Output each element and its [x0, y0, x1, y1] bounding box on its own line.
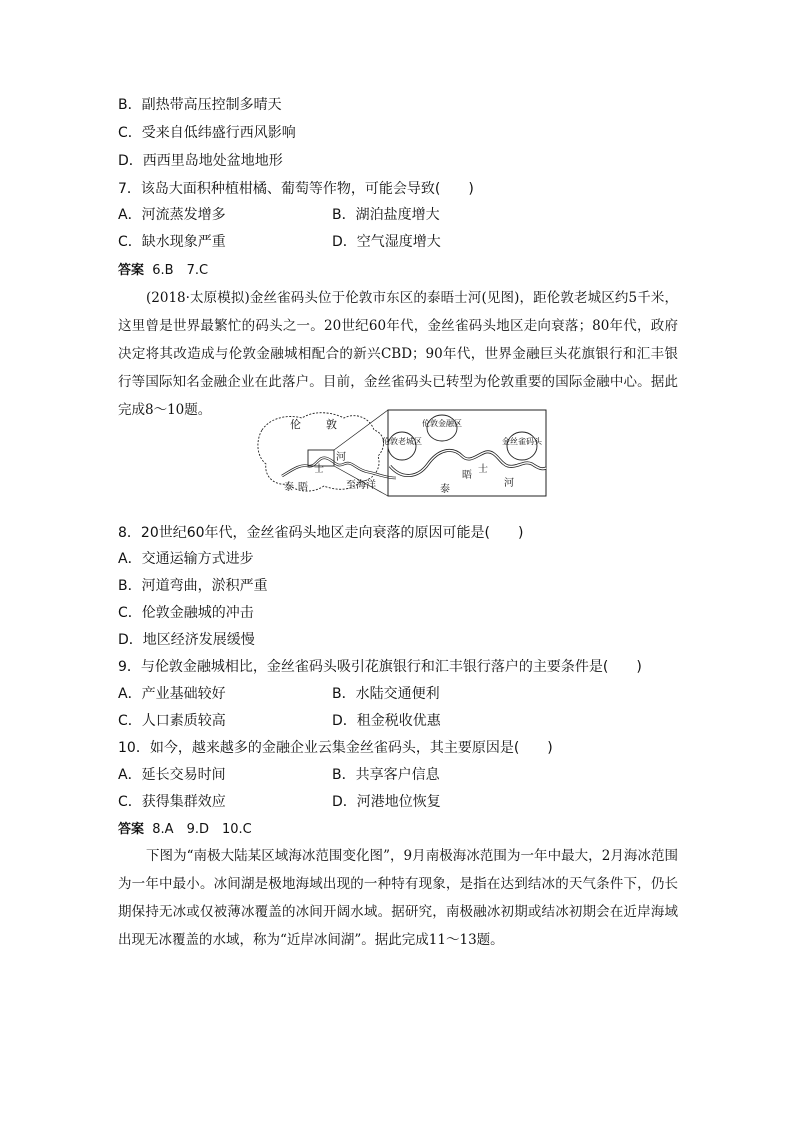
map-label-shi: 士 — [314, 464, 324, 475]
answer-8-10 — [118, 821, 252, 839]
q9-option-c: C．人口素质较高 — [118, 713, 226, 729]
inset-label-he: 河 — [504, 478, 514, 489]
q8-option-b: B．河道弯曲，淤积严重 — [118, 578, 268, 594]
q6-option-b: B．副热带高压控制多晴天 — [118, 97, 282, 113]
q9-stem: 9．与伦敦金融城相比，金丝雀码头吸引花旗银行和汇丰银行落户的主要条件是( ) — [118, 659, 642, 675]
passage-canary-wharf: (2018·太原模拟)金丝雀码头位于伦敦市东区的泰晤士河(见图)，距伦敦老城区约5千米，这里曾是世界最繁忙的码头之一。20世纪60年代，金丝雀码头地区走向衰落；80年代，政府决定将其改造成与伦敦金融城相配合的新兴CBD；90年代，世界金融巨头花旗银行和汇丰银行等国际知名金融企业在此落户。目前，金丝雀码头已转型为伦敦重要的国际金融中心。据此完成8～10题。 — [118, 290, 678, 418]
q7-stem: 7．该岛大面积种植柑橘、葡萄等作物，可能会导致( ) — [118, 181, 474, 197]
inset-label-shi: 士 — [478, 464, 488, 475]
inset-label-old-city: 伦敦老城区 — [382, 437, 422, 446]
q7-option-a: A．河流蒸发增多 — [118, 207, 226, 223]
q8-option-a: A．交通运输方式进步 — [118, 551, 254, 567]
answer-text: 8.A 9.D 10.C — [152, 822, 252, 837]
q7-option-b: B．湖泊盐度增大 — [332, 207, 440, 223]
map-label-lun: 伦 — [290, 418, 301, 431]
q10-option-a: A．延长交易时间 — [118, 767, 226, 783]
answer-6-7 — [118, 262, 208, 280]
map-label-to-sea: 至海洋 — [346, 480, 376, 491]
q10-option-c: C．获得集群效应 — [118, 794, 226, 810]
map-label-he: 河 — [336, 452, 346, 463]
q8-option-c: C．伦敦金融城的冲击 — [118, 605, 254, 621]
q6-option-c: C．受来自低纬盛行西风影响 — [118, 125, 296, 141]
canary-wharf-map — [252, 408, 548, 498]
q6-option-d: D．西西里岛地处盆地地形 — [118, 153, 283, 169]
inset-label-financial: 伦敦金融区 — [422, 419, 462, 428]
q9-option-b: B．水陆交通便利 — [332, 686, 440, 702]
inset-label-tai: 泰 — [440, 484, 450, 495]
map-label-dun: 敦 — [326, 418, 337, 431]
map-label-tai: 泰 — [284, 482, 294, 493]
connector-top — [334, 410, 388, 450]
q7-option-d: D．空气湿度增大 — [332, 234, 441, 250]
q7-option-c: C．缺水现象严重 — [118, 234, 226, 250]
answer-text: 6.B 7.C — [152, 263, 209, 278]
q10-option-d: D．河港地位恢复 — [332, 794, 441, 810]
q8-option-d: D．地区经济发展缓慢 — [118, 632, 255, 648]
q8-stem: 8．20世纪60年代，金丝雀码头地区走向衰落的原因可能是( ) — [118, 525, 524, 541]
answer-label: 答案 — [118, 263, 145, 278]
q9-option-a: A．产业基础较好 — [118, 686, 226, 702]
inset-label-old-city-1 — [382, 436, 422, 446]
inset-label-wu: 晤 — [462, 470, 472, 481]
q10-stem: 10．如今，越来越多的金融企业云集金丝雀码头，其主要原因是( ) — [118, 740, 553, 756]
map-label-wu: 晤 — [298, 482, 308, 493]
passage-antarctic-polynya: 下图为“南极大陆某区域海冰范围变化图”，9月南极海冰范围为一年中最大，2月海冰范围为一年中最小。冰间湖是极地海域出现的一种特有现象，是指在达到结冰的天气条件下，仍长期保持无冰或仅被薄冰覆盖的冰间开阔水域。据研究，南极融冰初期或结冰初期会在近岸海域出现无冰覆盖的水域，称为“近岸冰间湖”。据此完成11～13题。 — [118, 848, 678, 948]
answer-label: 答案 — [118, 822, 145, 837]
q10-option-b: B．共享客户信息 — [332, 767, 440, 783]
inset-label-canary-wharf: 金丝雀码头 — [502, 437, 542, 446]
q9-option-d: D．租金税收优惠 — [332, 713, 441, 729]
